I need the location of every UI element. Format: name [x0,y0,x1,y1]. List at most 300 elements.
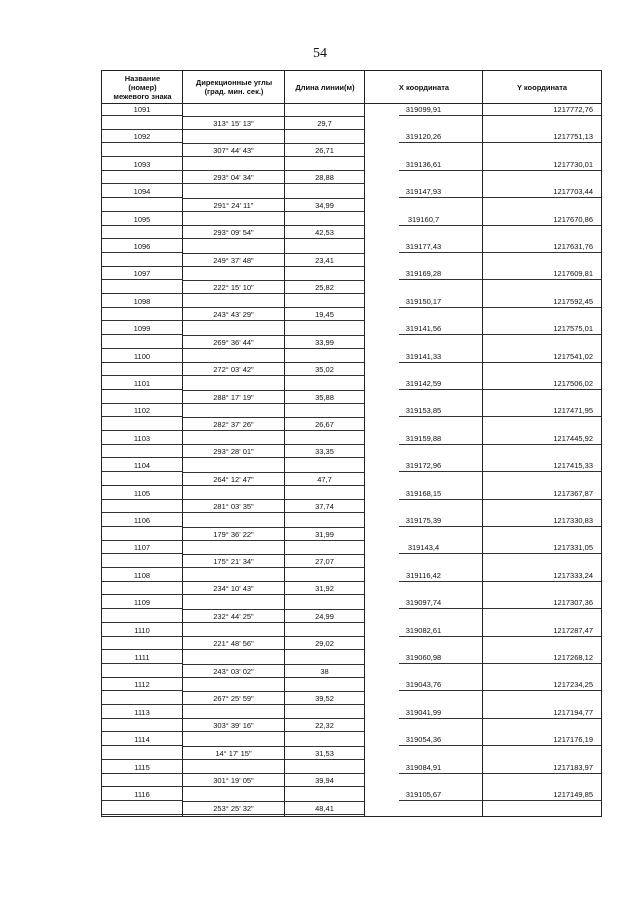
row-rule [102,649,182,650]
row-rule [102,211,182,212]
segment-angle: 243° 43' 29" [213,310,254,320]
row-rule [102,718,182,719]
point-name: 1095 [133,214,151,224]
segment-angle: 301° 19' 05" [213,776,254,786]
row-rule [183,116,284,117]
point-y: 1217268,12 [553,653,593,662]
point-name: 1098 [133,296,151,306]
row-rule [102,170,182,171]
row-rule [399,444,482,445]
row-rule [285,225,364,226]
row-rule [285,581,364,582]
row-rule [483,142,601,143]
row-rule [183,457,284,458]
row-rule [102,403,182,404]
segment-length: 35,88 [315,392,334,402]
row-rule [285,746,364,747]
row-rule [285,348,364,349]
point-x: 319159,88 [405,433,442,443]
row-rule [183,718,284,719]
row-rule [102,279,182,280]
segment-length: 42,53 [315,228,334,238]
row-rule [183,375,284,376]
point-name: 1099 [133,324,151,334]
row-rule [483,115,601,116]
row-rule [183,485,284,486]
row-rule [483,526,601,527]
segment-length: 26,71 [315,145,334,155]
segment-angle: 313° 15' 13" [213,118,254,128]
segment-angle: 293° 04' 34" [213,173,254,183]
segment-angle: 253° 25' 32" [213,803,254,813]
row-rule [183,444,284,445]
point-x: 319043,76 [405,680,442,690]
row-rule [285,554,364,555]
segment-angle: 293° 09' 54" [213,228,254,238]
row-rule [285,211,364,212]
row-rule [183,704,284,705]
row-rule [183,649,284,650]
segment-angle: 234° 10' 43" [213,584,254,594]
row-rule [183,266,284,267]
segment-angle: 303° 39' 16" [213,721,254,731]
row-rule [102,416,182,417]
row-rule [183,156,284,157]
row-rule [399,252,482,253]
point-name: 1113 [134,707,150,717]
row-rule [102,293,182,294]
row-rule [399,115,482,116]
page-number: 54 [313,46,327,61]
point-y: 1217149,85 [553,790,593,799]
point-y: 1217194,77 [553,707,593,717]
row-rule [285,390,364,391]
row-rule [183,691,284,692]
row-rule [102,814,182,815]
point-x: 319143,4 [407,543,440,553]
segment-length: 29,7 [317,118,332,128]
row-rule [285,375,364,376]
row-rule [285,238,364,239]
segment-length: 27,07 [315,556,334,566]
point-name: 1114 [134,735,150,745]
row-rule [183,512,284,513]
point-y: 1217330,83 [553,516,593,525]
row-rule [102,457,182,458]
row-rule [285,472,364,473]
row-rule [399,690,482,691]
point-name: 1105 [133,488,151,498]
segment-length: 24,99 [315,611,334,621]
point-name: 1106 [133,516,151,525]
row-rule [483,362,601,363]
row-rule [483,279,601,280]
row-rule [183,567,284,568]
row-rule [102,526,182,527]
segment-angle: 272° 03' 42" [213,365,254,375]
point-y: 1217331,05 [553,543,593,553]
row-rule [102,636,182,637]
row-rule [102,129,182,130]
row-rule [183,183,284,184]
point-y: 1217751,13 [553,132,593,142]
point-x: 319141,33 [405,351,442,361]
row-rule [102,156,182,157]
row-rule [399,471,482,472]
header-name: Название (номер) межевого знака [113,73,172,101]
row-rule [102,540,182,541]
point-x: 319177,43 [405,242,442,251]
row-rule [399,773,482,774]
row-rule [483,444,601,445]
segment-length: 19,45 [315,310,334,320]
row-rule [285,280,364,281]
point-name: 1110 [134,625,150,635]
row-rule [183,554,284,555]
row-rule [399,170,482,171]
row-rule [102,608,182,609]
row-rule [183,527,284,528]
row-rule [483,197,601,198]
row-rule [102,183,182,184]
point-name: 1108 [133,570,151,580]
segment-length: 31,53 [315,748,334,758]
row-rule [285,649,364,650]
row-rule [102,485,182,486]
point-name: 1092 [133,132,151,142]
row-rule [183,307,284,308]
row-rule [102,773,182,774]
row-rule [102,471,182,472]
row-rule [183,664,284,665]
row-rule [183,253,284,254]
row-rule [483,663,601,664]
point-name: 1115 [134,762,150,772]
point-name: 1100 [133,351,151,361]
segment-length: 47,7 [317,474,332,484]
row-rule [102,759,182,760]
table-header [102,71,601,104]
row-rule [483,608,601,609]
point-x: 319153,85 [405,406,442,416]
segment-angle: 221° 48' 56" [213,639,254,649]
row-rule [285,156,364,157]
point-x: 319160,7 [407,214,440,224]
row-rule [102,594,182,595]
point-y: 1217592,45 [553,296,593,306]
row-rule [102,197,182,198]
row-rule [285,594,364,595]
row-rule [483,773,601,774]
row-rule [285,609,364,610]
point-x: 319120,26 [405,132,442,142]
point-x: 319168,15 [405,488,442,498]
row-rule [285,691,364,692]
row-rule [285,430,364,431]
row-rule [285,636,364,637]
row-rule [102,348,182,349]
row-rule [285,773,364,774]
point-name: 1096 [133,242,151,251]
segment-length: 25,82 [315,282,334,292]
segment-angle: 267° 25' 59" [213,693,254,703]
row-rule [483,800,601,801]
row-rule [285,183,364,184]
row-rule [399,362,482,363]
row-rule [183,417,284,418]
row-rule [285,512,364,513]
row-rule [285,198,364,199]
row-rule [483,225,601,226]
point-x: 319116,42 [406,570,441,580]
row-rule [399,800,482,801]
coordinates-table [101,70,602,817]
row-rule [102,663,182,664]
row-rule [285,444,364,445]
point-y: 1217670,86 [553,214,593,224]
point-name: 1112 [134,680,150,690]
segment-angle: 307° 44' 43" [213,145,254,155]
segment-length: 37,74 [315,502,334,512]
row-rule [399,416,482,417]
point-y: 1217772,76 [553,105,593,114]
row-rule [285,457,364,458]
row-rule [285,417,364,418]
point-name: 1104 [133,461,151,471]
row-rule [102,745,182,746]
row-rule [183,211,284,212]
row-rule [183,731,284,732]
header-y: Y координата [516,82,568,92]
row-rule [183,225,284,226]
segment-length: 38 [320,666,329,676]
point-x: 319136,61 [405,159,442,169]
segment-length: 26,67 [315,419,334,429]
point-name: 1094 [133,187,151,197]
segment-angle: 269° 36' 44" [213,337,254,347]
row-rule [102,567,182,568]
row-rule [183,472,284,473]
point-y: 1217506,02 [553,379,593,388]
row-rule [483,636,601,637]
row-rule [183,129,284,130]
row-rule [183,801,284,802]
row-rule [285,293,364,294]
segment-angle: 243° 03' 02" [213,666,254,676]
point-name: 1102 [133,406,151,416]
row-rule [183,622,284,623]
point-x: 319105,67 [405,790,442,799]
row-rule [399,553,482,554]
row-rule [399,718,482,719]
row-rule [183,280,284,281]
row-rule [183,540,284,541]
row-rule [102,622,182,623]
point-y: 1217609,81 [553,269,593,279]
point-y: 1217307,36 [553,598,593,608]
row-rule [399,526,482,527]
row-rule [285,814,364,815]
row-rule [183,636,284,637]
row-rule [483,718,601,719]
row-rule [102,677,182,678]
row-rule [483,389,601,390]
point-y: 1217631,76 [553,242,593,251]
row-rule [183,594,284,595]
point-name: 1111 [134,653,150,662]
row-rule [102,800,182,801]
row-rule [399,745,482,746]
row-rule [102,444,182,445]
row-rule [102,581,182,582]
segment-length: 39,94 [315,776,334,786]
row-rule [483,252,601,253]
row-rule [399,142,482,143]
row-rule [183,238,284,239]
point-y: 1217541,02 [553,351,593,361]
row-rule [102,499,182,500]
row-rule [183,814,284,815]
point-name: 1103 [133,433,151,443]
row-rule [285,362,364,363]
row-rule [399,636,482,637]
row-rule [399,389,482,390]
point-x: 319169,28 [405,269,442,279]
row-rule [183,293,284,294]
row-rule [483,471,601,472]
row-rule [285,320,364,321]
segment-angle: 291° 24' 11" [213,200,254,210]
row-rule [483,499,601,500]
row-rule [285,527,364,528]
row-rule [399,307,482,308]
row-rule [285,677,364,678]
point-x: 319150,17 [405,296,442,306]
point-x: 319147,93 [405,187,442,197]
row-rule [183,170,284,171]
point-name: 1101 [133,379,151,388]
row-rule [483,745,601,746]
point-y: 1217367,87 [553,488,593,498]
point-y: 1217471,95 [553,406,593,416]
row-rule [183,581,284,582]
point-x: 319082,61 [405,625,442,635]
row-rule [483,581,601,582]
segment-length: 33,35 [315,447,334,457]
row-rule [102,142,182,143]
row-rule [399,581,482,582]
header-x: X координата [398,82,450,92]
row-rule [102,430,182,431]
row-rule [483,334,601,335]
segment-angle: 222° 15' 10" [213,282,254,292]
segment-length: 33,99 [315,337,334,347]
segment-angle: 293° 28' 01" [213,447,254,457]
row-rule [102,512,182,513]
segment-length: 22,32 [315,721,334,731]
row-rule [399,334,482,335]
row-rule [483,307,601,308]
row-rule [102,238,182,239]
row-rule [183,403,284,404]
point-y: 1217730,01 [553,159,593,169]
segment-length: 34,99 [315,200,334,210]
row-rule [183,390,284,391]
row-rule [285,567,364,568]
segment-angle: 282° 37' 26" [213,419,254,429]
row-rule [285,485,364,486]
row-rule [183,335,284,336]
segment-angle: 14° 17' 15" [215,748,252,758]
point-x: 319054,36 [405,735,442,745]
row-rule [285,540,364,541]
row-rule [102,266,182,267]
row-rule [285,335,364,336]
row-rule [183,786,284,787]
point-name: 1097 [133,269,151,279]
row-rule [285,801,364,802]
segment-length: 23,41 [315,255,334,265]
row-rule [399,279,482,280]
row-rule [285,664,364,665]
row-rule [102,704,182,705]
segment-length: 35,02 [315,365,334,375]
point-y: 1217287,47 [553,625,593,635]
row-rule [102,553,182,554]
row-rule [399,608,482,609]
header-length: Длина линии(м) [295,82,355,92]
row-rule [285,622,364,623]
segment-angle: 288° 17' 19" [213,392,254,402]
point-x: 319060,98 [405,653,442,662]
point-x: 319041,99 [405,707,442,717]
row-rule [399,197,482,198]
row-rule [285,786,364,787]
point-x: 319084,91 [405,762,442,772]
row-rule [399,225,482,226]
point-x: 319142,59 [405,379,442,388]
row-rule [183,773,284,774]
row-rule [183,198,284,199]
point-name: 1091 [133,105,151,114]
row-rule [285,704,364,705]
row-rule [102,252,182,253]
row-rule [285,143,364,144]
segment-length: 48,41 [315,803,334,813]
row-rule [102,307,182,308]
segment-length: 31,99 [315,529,334,539]
point-y: 1217333,24 [553,570,593,580]
row-rule [285,266,364,267]
segment-length: 31,92 [315,584,334,594]
row-rule [399,663,482,664]
segment-angle: 264° 12' 47" [213,474,254,484]
row-rule [285,129,364,130]
row-rule [285,170,364,171]
segment-angle: 249° 37' 48" [213,255,254,265]
point-x: 319141,56 [405,324,442,334]
row-rule [285,253,364,254]
point-y: 1217703,44 [553,187,593,197]
point-name: 1093 [133,159,151,169]
row-rule [483,553,601,554]
table-body [102,103,601,816]
row-rule [183,609,284,610]
row-rule [183,143,284,144]
point-y: 1217575,01 [553,324,593,334]
point-y: 1217445,92 [553,433,593,443]
point-name: 1116 [134,790,150,799]
